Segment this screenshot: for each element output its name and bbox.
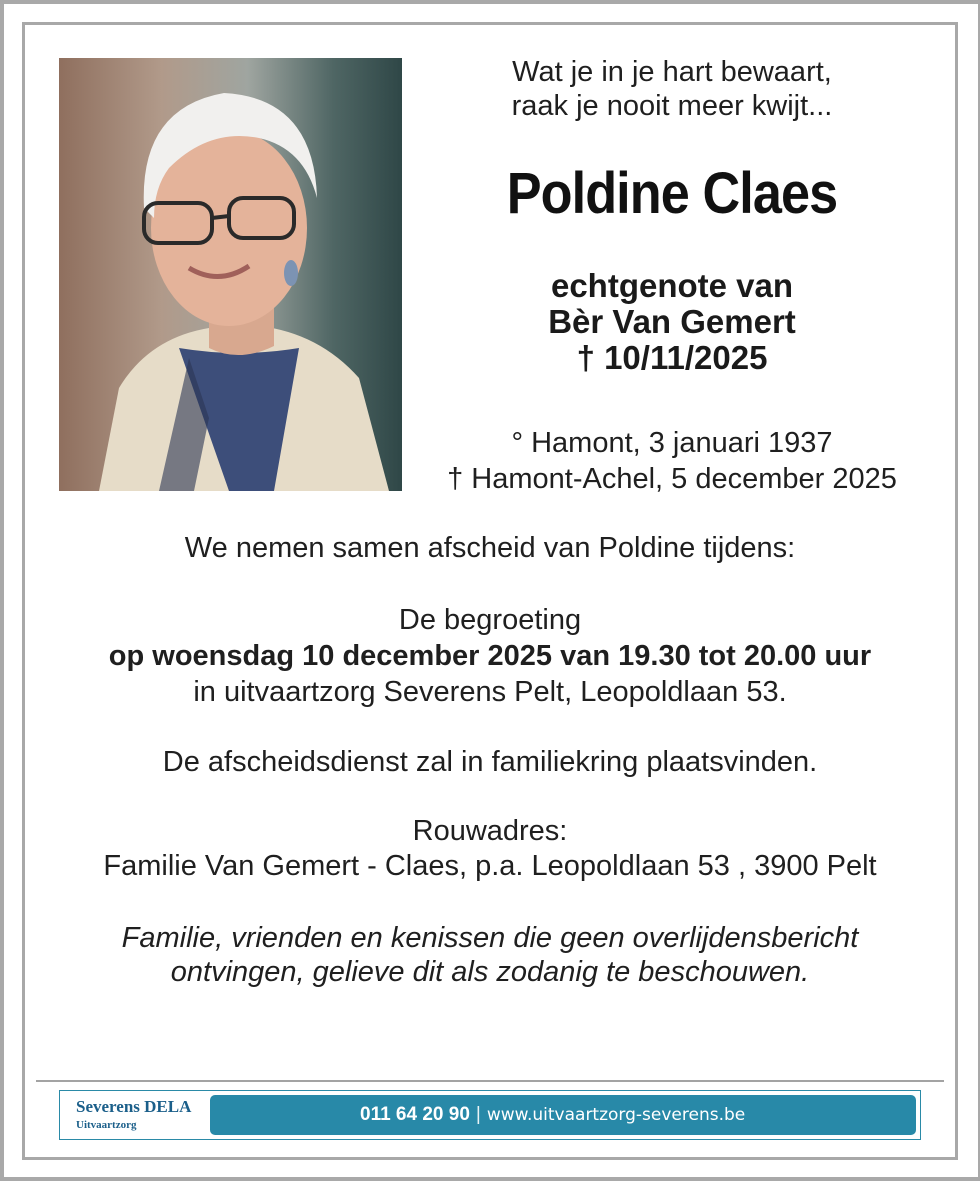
contact-bar xyxy=(210,1095,916,1135)
contact-separator: | xyxy=(475,1104,481,1125)
note-line-1: Familie, vrienden en kenissen die geen overlijdensbericht xyxy=(121,922,859,954)
address-label: Rouwadres: xyxy=(412,815,568,847)
note-line-2: ontvingen, gelieve dit als zodanig te beschouwen. xyxy=(170,956,810,988)
greeting-when: op woensdag 10 december 2025 van 19.30 tot 20.00 uur xyxy=(108,640,872,672)
spouse-name: Bèr Van Gemert xyxy=(548,303,796,340)
spouse-label: echtgenote van xyxy=(550,267,794,304)
greeting-title: De begroeting xyxy=(398,604,582,636)
deceased-name: Poldine Claes xyxy=(506,161,838,226)
funeral-home-logo-subtitle: Uitvaartzorg xyxy=(76,1119,137,1131)
phone-number[interactable]: 011 64 20 90 xyxy=(360,1104,470,1125)
spouse-block xyxy=(402,268,942,376)
funeral-home-footer xyxy=(59,1090,921,1140)
service-text: De afscheidsdienst zal in familiekring plaatsvinden. xyxy=(162,746,818,778)
death-date: † Hamont-Achel, 5 december 2025 xyxy=(447,463,897,495)
address-text: Familie Van Gemert - Claes, p.a. Leopoldlaan 53 , 3900 Pelt xyxy=(103,850,877,882)
website-link[interactable]: www.uitvaartzorg-severens.be xyxy=(486,1105,746,1125)
quote-line-1: Wat je in je hart bewaart, xyxy=(512,56,832,88)
intro-text: We nemen samen afscheid van Poldine tijdens: xyxy=(184,532,796,564)
quote xyxy=(402,55,942,123)
footer-divider xyxy=(36,1080,944,1082)
quote-line-2: raak je nooit meer kwijt... xyxy=(511,90,833,122)
portrait-photo xyxy=(59,58,402,491)
funeral-home-logo: Severens DELA xyxy=(76,1097,192,1116)
spouse-death-date: † 10/11/2025 xyxy=(576,339,768,376)
greeting-where: in uitvaartzorg Severens Pelt, Leopoldlaan 53. xyxy=(193,676,787,708)
birth-date: ° Hamont, 3 januari 1937 xyxy=(511,427,833,459)
life-dates xyxy=(402,425,942,497)
